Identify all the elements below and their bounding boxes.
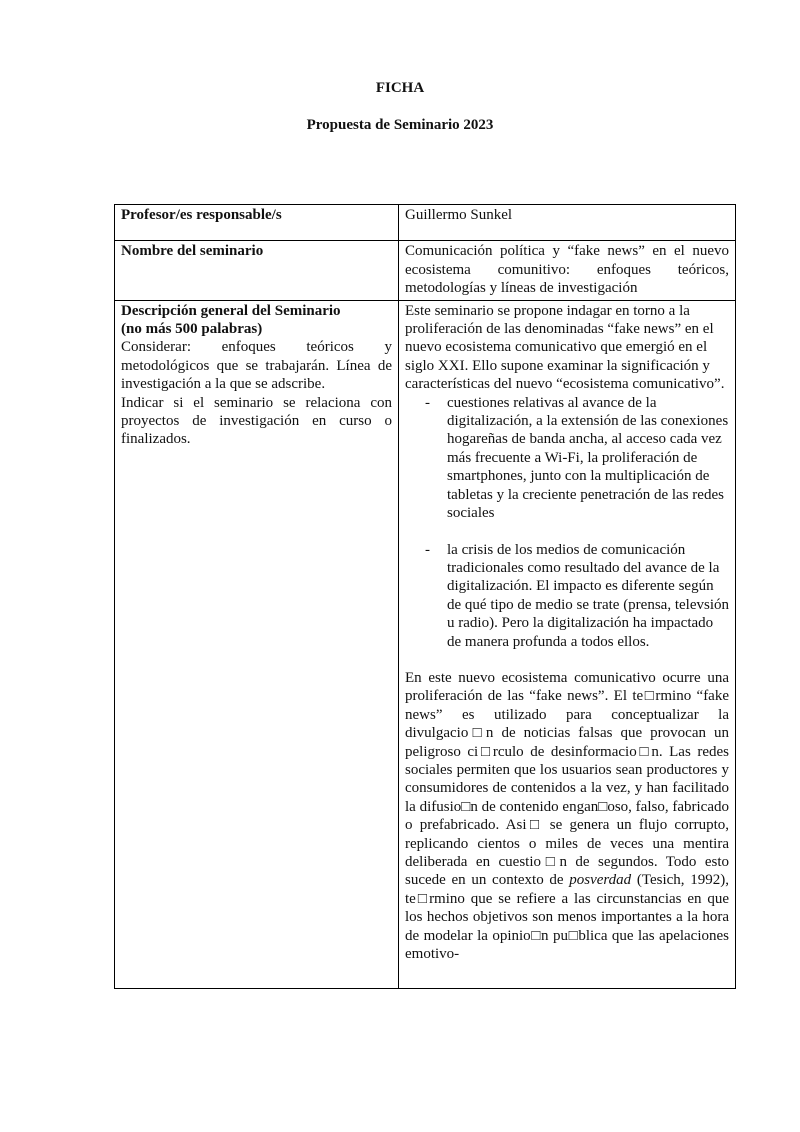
bullet-dash: - bbox=[425, 394, 430, 411]
description-word-limit: (no más 500 palabras) bbox=[121, 321, 263, 338]
description-label: Descripción general del Seminario bbox=[121, 302, 341, 319]
proposal-form-table bbox=[114, 204, 736, 989]
table-row-description bbox=[115, 300, 736, 988]
professor-label-cell bbox=[115, 205, 399, 241]
seminar-name-label: Nombre del seminario bbox=[121, 243, 264, 260]
document-title: FICHA bbox=[375, 80, 425, 96]
list-item bbox=[405, 541, 729, 651]
professor-value-cell bbox=[399, 205, 736, 241]
bullet-text: cuestiones relativas al avance de la digitalización, a la extensión de las conexiones hogareñas de banda ancha, al acceso cada vez más frecuente a Wi-Fi, la proliferación de smartphones, junto con la multiplicación de tabletas y la creciente penetración de las redes sociales bbox=[447, 394, 729, 522]
document-subtitle: Propuesta de Seminario 2023 bbox=[306, 117, 494, 133]
description-intro: Este seminario se propone indagar en torno a la proliferación de las denominadas “fake news” en el nuevo ecosistema comunicativo que emergió en el siglo XXI. Ello supone examinar la significación y características del nuevo “ecosistema comunicativo”. bbox=[405, 302, 725, 393]
list-item bbox=[405, 394, 729, 523]
description-label-cell bbox=[115, 300, 399, 988]
professor-label: Profesor/es responsable/s bbox=[121, 207, 282, 223]
table-row-professor bbox=[115, 205, 736, 241]
seminar-name-value-cell bbox=[399, 241, 736, 300]
seminar-name-label-cell bbox=[115, 241, 399, 300]
description-instruction-approaches: Considerar: enfoques teóricos y metodológicos que se trabajarán. Línea de investigación a la que se adscribe. bbox=[121, 339, 392, 393]
description-instruction-projects: Indicar si el seminario se relaciona con proyectos de investigación en curso o finalizados. bbox=[121, 394, 392, 448]
list-spacer bbox=[405, 523, 729, 541]
bullet-text: la crisis de los medios de comunicación tradicionales como resultado del avance de la digitalización. El impacto es diferente según de qué tipo de medio se trate (prensa, televsión u radio). Pero la digitalización ha impactado de manera profunda a todos ellos. bbox=[447, 541, 729, 650]
paragraph-spacer bbox=[405, 651, 729, 669]
paragraph-text-part-2: (Tesich, 1992), te□rmino que se refiere a las circunstancias en que los hechos objetivos son menos importantes a la hora de modelar la opinio□n pu□blica que las apelaciones emotivo- bbox=[405, 872, 729, 963]
description-body bbox=[405, 302, 729, 986]
description-fake-news-paragraph bbox=[405, 669, 729, 964]
paragraph-text-part-1: En este nuevo ecosistema comunicativo ocurre una proliferación de las “fake news”. El te□rmino “fake news” es utilizado para conceptualizar la divulgacio□n de noticias falsas que provocan un peligroso ci□rculo de desinformacio□n. Las redes sociales permiten que los usuarios sean productores y consumidores de contenidos a la vez, y han facilitado la difusio□n de contenido engan□oso, falso, fabricado o prefabricado. Asi□ se genera un flujo corrupto, replicando cientos o miles de veces una mentira deliberada en cuestio□n de segundos. Todo esto sucede en un contexto de bbox=[405, 669, 729, 889]
description-value-cell bbox=[399, 300, 736, 988]
bullet-dash: - bbox=[425, 541, 430, 558]
professor-value: Guillermo Sunkel bbox=[405, 207, 513, 223]
table-row-seminar-name bbox=[115, 241, 736, 300]
description-bullet-list bbox=[405, 394, 729, 651]
seminar-name-value: Comunicación política y “fake news” en el nuevo ecosistema comunitivo: enfoques teóricos, metodologías y líneas de investigación bbox=[405, 243, 729, 297]
paragraph-italic-term: posverdad bbox=[569, 872, 632, 889]
